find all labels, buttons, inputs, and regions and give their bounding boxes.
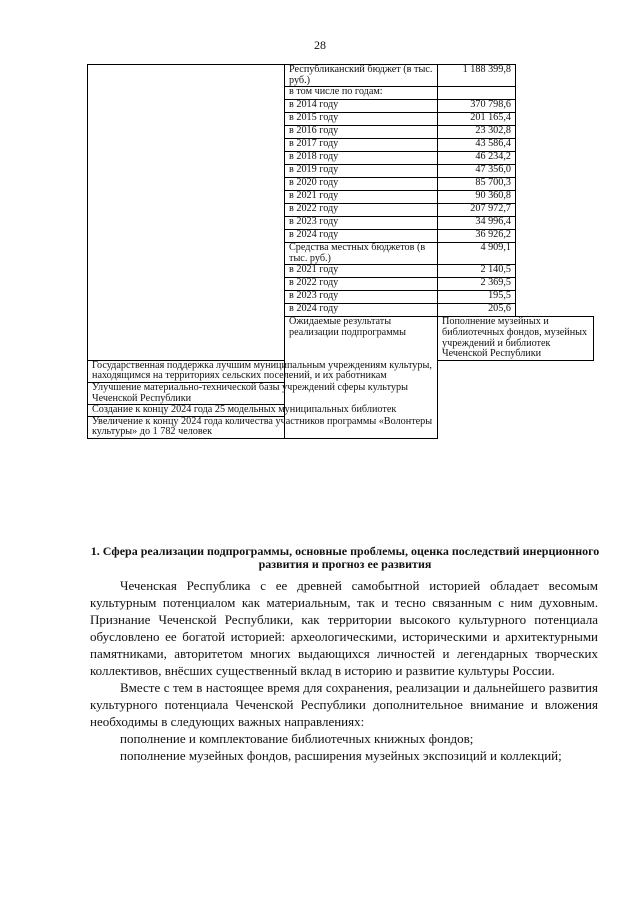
by-years-label: в том числе по годам: [285, 87, 438, 100]
year-label: в 2023 году [285, 291, 438, 304]
local-budget-label: Средства местных бюджетов (в тыс. руб.) [285, 243, 438, 265]
year-value: 2 140,5 [438, 265, 516, 278]
year-label: в 2014 году [285, 100, 438, 113]
year-label: в 2021 году [285, 265, 438, 278]
table-cell-empty [438, 87, 516, 100]
year-value: 90 360,8 [438, 191, 516, 204]
table-row [88, 360, 594, 382]
result-item: Государственная поддержка лучшим муниципальным учреждениям культуры, находящимся на территориях сельских поселений, и их работникам [88, 360, 438, 382]
year-label: в 2022 году [285, 204, 438, 217]
year-value: 370 798,6 [438, 100, 516, 113]
year-value: 46 234,2 [438, 152, 516, 165]
page-number: 28 [314, 38, 326, 52]
year-value: 23 302,8 [438, 126, 516, 139]
year-label: в 2022 году [285, 278, 438, 291]
rep-budget-label: Республиканский бюджет (в тыс. руб.) [285, 65, 438, 87]
result-item: Создание к концу 2024 года 25 модельных муниципальных библиотек [88, 405, 438, 417]
year-label: в 2024 году [285, 304, 438, 317]
year-label: в 2018 году [285, 152, 438, 165]
paragraph: пополнение музейных фондов, расширения музейных экспозиций и коллекций; [120, 748, 562, 763]
year-label: в 2016 году [285, 126, 438, 139]
year-label: в 2021 году [285, 191, 438, 204]
year-value: 201 165,4 [438, 113, 516, 126]
year-label: в 2024 году [285, 230, 438, 243]
table-row [88, 65, 594, 87]
year-value: 205,6 [438, 304, 516, 317]
section-body [90, 577, 598, 764]
section-title: 1. Сфера реализации подпрограммы, основные проблемы, оценка последствий инерционного развития и прогноз ее развития [90, 544, 600, 571]
budget-table [87, 64, 594, 439]
year-label: в 2020 году [285, 178, 438, 191]
result-item: Пополнение музейных и библиотечных фондов, музейных учреждений и библиотек Чеченской Республики [438, 317, 594, 360]
year-label: в 2019 году [285, 165, 438, 178]
paragraph: Вместе с тем в настоящее время для сохранения, реализации и дальнейшего развития культурного потенциала Чеченской Республики дополнительное внимание и вложения необходимы в следующих важных направлениях: [90, 680, 598, 729]
results-label: Ожидаемые результаты реализации подпрограммы [285, 317, 438, 439]
year-value: 43 586,4 [438, 139, 516, 152]
paragraph: пополнение и комплектование библиотечных книжных фондов; [120, 731, 474, 746]
year-value: 207 972,7 [438, 204, 516, 217]
table-row [88, 382, 594, 404]
year-value: 47 356,0 [438, 165, 516, 178]
paragraph: Чеченская Республика с ее древней самобытной историей обладает весомым культурным потенциалом как материальным, так и тесно связанным с ним духовным. Признание Чеченской Республики, как территории высокого культурного потенциала обусловлено ее богатой историей: археологическими, историческими и архитектурными памятниками, авторитетом многих выдающихся личностей и легендарных творческих коллективов, внёсших существенный вклад в историю и развитие культуры России. [90, 578, 598, 678]
rep-budget-total: 1 188 399,8 [438, 65, 516, 87]
table-row [88, 416, 594, 438]
year-label: в 2015 году [285, 113, 438, 126]
local-budget-total: 4 909,1 [438, 243, 516, 265]
year-value: 2 369,5 [438, 278, 516, 291]
year-label: в 2017 году [285, 139, 438, 152]
year-label: в 2023 году [285, 217, 438, 230]
year-value: 85 700,3 [438, 178, 516, 191]
result-item: Улучшение материально-технической базы учреждений сферы культуры Чеченской Республики [88, 382, 438, 404]
year-value: 34 996,4 [438, 217, 516, 230]
table-row [88, 405, 594, 417]
year-value: 195,5 [438, 291, 516, 304]
table-cell-empty [88, 65, 285, 361]
result-item: Увеличение к концу 2024 года количества участников программы «Волонтеры культуры» до 1 782 человек [88, 416, 438, 438]
year-value: 36 926,2 [438, 230, 516, 243]
